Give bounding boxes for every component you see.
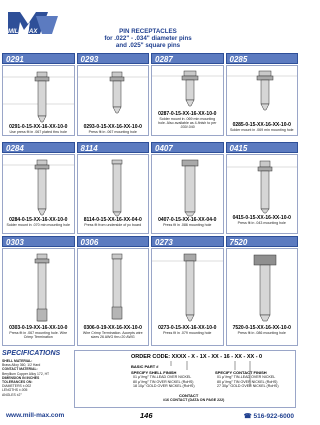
code-8114: 8114 [77,142,150,153]
spec-line: Beryllium Copper Alloy 172, HT [2,371,50,376]
row-2-codes [2,142,298,153]
part-number: 0291-0-15-XX-16-XX-10-0 [9,124,68,130]
part-number: 7520-0-15-XX-16-XX-10-0 [232,325,291,331]
phone-number [244,412,294,420]
part-description: Solder mount in .070 min mounting hole [6,223,71,227]
part-description: Press fit in .067 mounting hole. Wire Crimp Termination [9,331,68,340]
shell-option: 18 10µ" GOLD OVER NICKEL (RoHS) [133,384,195,388]
code-0284: 0284 [2,142,75,153]
part-number: 0306-0-19-XX-16-XX-10-0 [83,325,142,331]
phone-icon: ☎ [243,413,254,420]
page-number: 146 [140,411,153,420]
spec-line: Brass Alloy 360, 1/2 Hard [2,363,41,368]
part-panel-0306 [77,248,150,346]
row-1-codes [2,53,298,64]
code-0303: 0303 [2,236,75,247]
specifications [2,350,72,408]
part-description: Solder mount in .069 min mounting hole [229,128,294,132]
mill-max-logo [6,8,60,38]
header-line3: and .025" square pins [115,42,181,49]
part-panel-0273 [151,248,224,346]
contact-label: CONTACT [179,393,199,398]
row-2-panels [2,154,298,234]
phone-number-text: 516-922-6000 [253,413,294,420]
spec-line: DIAMETERS ±.002 [2,384,32,389]
part-number: 0303-0-19-XX-16-XX-10-0 [9,325,68,331]
part-panel-0415 [226,154,299,234]
specify-contact-label: SPECIFY CONTACT FINISH [215,370,267,375]
part-number: 8114-0-15-XX-16-XX-04-0 [83,217,142,223]
part-description: Press fit in .043 mounting hole [237,221,286,225]
part-panel-0291 [2,65,75,136]
specify-shell-label: SPECIFY SHELL FINISH [131,370,177,375]
part-panel-0293 [77,65,150,136]
part-number: 0287-0-15-XX-16-XX-10-0 [158,111,217,117]
contact-option: 27 30µ" GOLD OVER NICKEL (RoHS) [217,384,279,388]
page-footer [0,410,300,424]
code-0273: 0273 [151,236,224,247]
code-7520: 7520 [226,236,299,247]
order-code: ORDER CODE: XXXX - X - 1X - XX - 16 - XX - XX - 0 [131,354,263,360]
spec-line: DIMENSION IN INCHES [2,375,40,380]
part-panel-0407 [151,154,224,234]
logo-text: MILL-MAX [8,29,38,35]
part-description: Press fit from underside of pc board [84,223,142,227]
part-number: 0415-0-15-XX-16-XX-10-0 [232,215,291,221]
spec-line: TOLERANCES ON: [2,380,33,385]
code-0291: 0291 [2,53,75,64]
row-1-panels [2,65,298,136]
part-panel-8114 [77,154,150,234]
spec-line: SHELL MATERIAL: [2,359,33,363]
part-panel-0285 [226,65,299,136]
code-0407: 0407 [151,142,224,153]
row-3-panels [2,248,298,346]
part-description: Press fit in .086 mounting hole [163,223,212,227]
code-0287: 0287 [151,53,224,64]
shell-option: 80 µ"/mg° TIN OVER NICKEL (RoHS) [133,379,194,384]
contact-option: 80 µ"/mg° TIN OVER NICKEL (RoHS) [217,379,278,384]
spec-line: ANGLES ±2° [2,392,22,397]
part-panel-0287 [151,65,224,136]
part-panel-7520 [226,248,299,346]
specs-title: SPECIFICATIONS [2,350,61,357]
order-code-box [74,350,296,408]
part-number: 0407-0-15-XX-16-XX-04-0 [158,217,217,223]
part-panel-0303 [2,248,75,346]
header-line2: for .022" - .034" diameter pins [104,35,192,42]
code-0285: 0285 [226,53,299,64]
page-header [78,28,218,49]
part-description: Press fit in .067 mounting hole [88,130,137,134]
part-description: Wire Crimp Termination. Accepts wire sizes 26 AWG thru 20 AWG [82,331,143,340]
contact-option: 01 µ"/mg° TIN-LEAD OVER NICKEL [217,375,276,379]
row-3-codes [2,236,298,247]
code-0306: 0306 [77,236,150,247]
part-description: Solder mount in .069 min mounting hole. Also available as 4-finish to per .030/.040 [158,117,217,130]
part-number: 0284-0-15-XX-16-XX-10-0 [9,217,68,223]
part-panel-0284 [2,154,75,234]
spec-line: LENGTHS ±.005 [2,388,28,393]
contact-reference: #16 CONTACT (DATA ON PAGE 222) [163,398,225,402]
part-description: Press fit in .079 mounting hole [163,331,212,335]
website-link[interactable]: www.mill-max.com [6,412,65,419]
part-number: 0293-0-15-XX-16-XX-10-0 [83,124,142,130]
spec-line: CONTACT MATERIAL: [2,367,38,372]
code-0415: 0415 [226,142,299,153]
basic-part-label: BASIC PART # [131,364,159,369]
header-title: PIN RECEPTACLES [119,28,177,35]
code-0293: 0293 [77,53,150,64]
part-number: 0273-0-15-XX-16-XX-10-0 [158,325,217,331]
part-description: Press fit in .086 mounting hole [237,331,286,335]
part-number: 0285-0-15-XX-16-XX-10-0 [232,122,291,128]
part-description: Use press fit in .067 plated thru hole [9,130,68,134]
shell-option: 01 µ"/mg° TIN-LEAD OVER NICKEL [133,375,192,379]
